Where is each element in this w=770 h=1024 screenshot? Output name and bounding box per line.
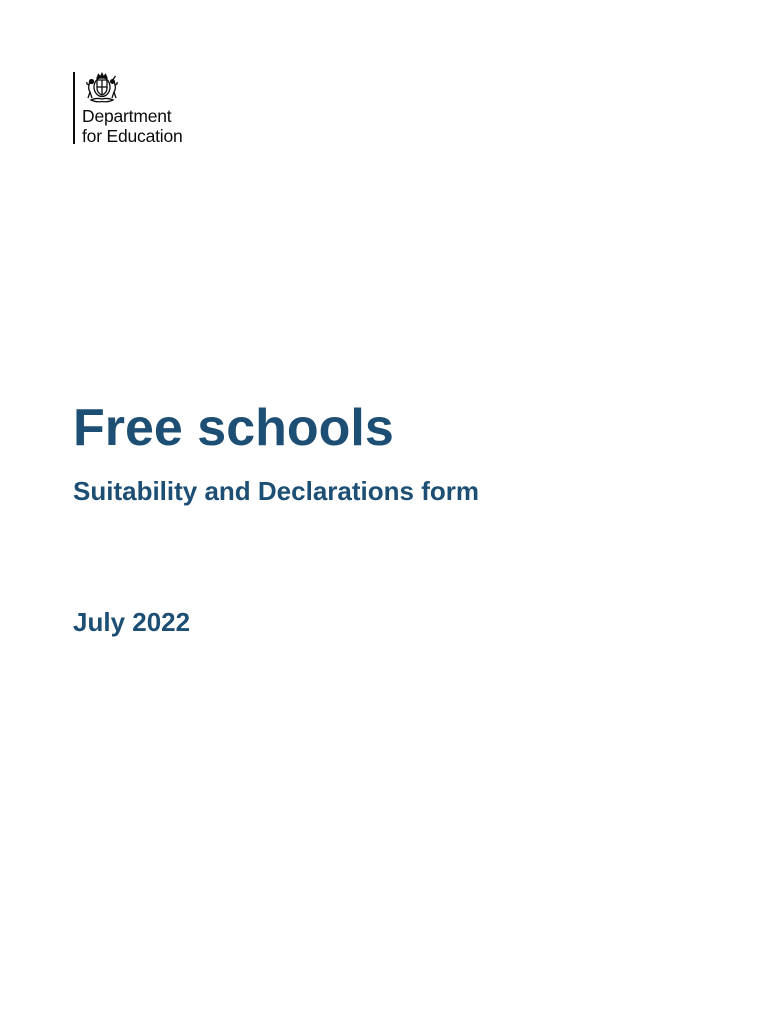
publication-date: July 2022 bbox=[73, 607, 191, 637]
royal-coat-of-arms-icon bbox=[82, 72, 122, 104]
document-title: Free schools bbox=[73, 399, 394, 457]
logo-text-line1: Department bbox=[82, 106, 172, 126]
dfe-logo bbox=[73, 72, 183, 146]
logo-text-line2: for Education bbox=[82, 126, 183, 146]
document-subtitle: Suitability and Declarations form bbox=[73, 476, 479, 506]
logo-body bbox=[82, 72, 183, 146]
logo-divider bbox=[73, 72, 75, 144]
